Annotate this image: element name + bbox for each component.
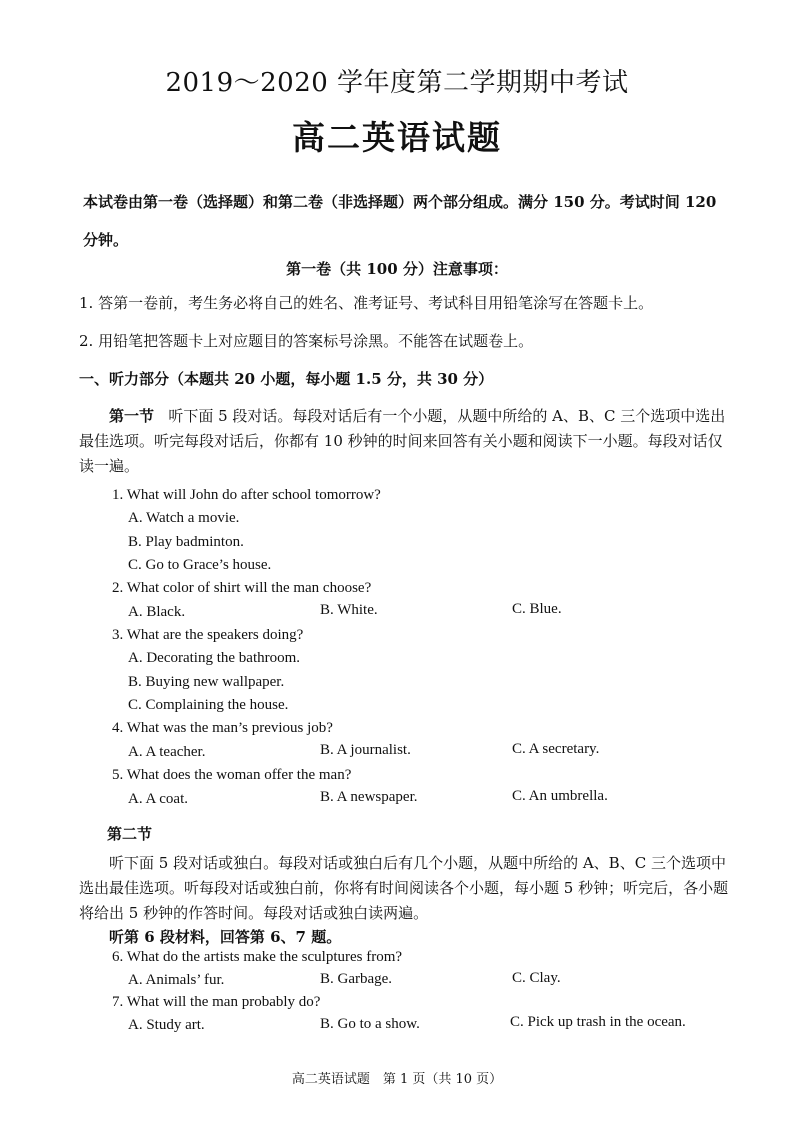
q7-option-a: A. Study art. [128,1017,205,1033]
part1-heading: 第一卷（共 100 分）注意事项： [286,260,508,278]
question-6: 6. What do the artists make the sculptures from? [112,949,403,965]
question-7: 7. What will the man probably do? [112,994,321,1010]
q3-option-c: C. Complaining the house. [128,697,289,713]
q3-option-b: B. Buying new wallpaper. [128,674,285,690]
q7-option-b: B. Go to a show. [320,1016,420,1032]
material-note: 听第 6 段材料，回答第 6、7 题。 [109,928,342,946]
q4-option-b: B. A journalist. [320,742,411,758]
question-5: 5. What does the woman offer the man? [112,767,352,783]
question-4: 4. What was the man’s previous job? [112,720,333,736]
q4-option-c: C. A secretary. [512,741,600,757]
q2-option-a: A. Black. [128,604,186,620]
question-3: 3. What are the speakers doing? [112,627,304,643]
exam-title: 2019～2020 学年度第二学期期中考试 [165,68,629,98]
q6-option-b: B. Garbage. [320,971,393,987]
section1-text: 听下面 5 段对话。每段对话后有一个小题，从题中所给的 A、B、C 三个选项中选出最佳选项。听完每段对话后，你都有 10 秒钟的时间来回答有关小题和阅读下一小题。每段对话仅读一遍。 [79,407,726,475]
q3-option-a: A. Decorating the bathroom. [128,650,301,666]
section1-label: 第一节 [109,407,155,425]
q6-option-a: A. Animals’ fur. [128,972,225,988]
question-2: 2. What color of shirt will the man choose? [112,580,372,596]
q2-option-c: C. Blue. [512,601,562,617]
q6-option-c: C. Clay. [512,970,561,986]
q5-option-c: C. An umbrella. [512,788,608,804]
subject-title: 高二英语试题 [292,118,502,157]
q2-option-b: B. White. [320,602,378,618]
q1-option-a: A. Watch a movie. [128,510,240,526]
q1-option-c: C. Go to Grace’s house. [128,557,272,573]
section1-instructions [79,404,731,479]
listening-heading: 一、听力部分（本题共 20 小题，每小题 1.5 分，共 30 分） [79,370,494,388]
note-1: 1. 答第一卷前，考生务必将自己的姓名、准考证号、考试科目用铅笔涂写在答题卡上。 [79,294,654,312]
q7-option-c: C. Pick up trash in the ocean. [510,1014,686,1030]
q5-option-b: B. A newspaper. [320,789,418,805]
section2-label: 第二节 [107,825,153,843]
page-footer: 高二英语试题 第 1 页（共 10 页） [291,1072,503,1087]
note-2: 2. 用铅笔把答题卡上对应题目的答案标号涂黑。不能答在试题卷上。 [79,332,534,350]
q5-option-a: A. A coat. [128,791,188,807]
section2-instructions: 听下面 5 段对话或独白。每段对话或独白后有几个小题，从题中所给的 A、B、C 三个选项中选出最佳选项。听每段对话或独白前，你将有时间阅读各个小题，每小题 5 秒钟；听完后，各小题将给出 5 秒钟的作答时间。每段对话或独白读两遍。 [79,854,729,922]
exam-intro: 本试卷由第一卷（选择题）和第二卷（非选择题）两个部分组成。满分 150 分。考试时间 120 分钟。 [83,193,717,249]
q1-option-b: B. Play badminton. [128,534,244,550]
question-1: 1. What will John do after school tomorrow? [112,487,381,503]
q4-option-a: A. A teacher. [128,744,206,760]
